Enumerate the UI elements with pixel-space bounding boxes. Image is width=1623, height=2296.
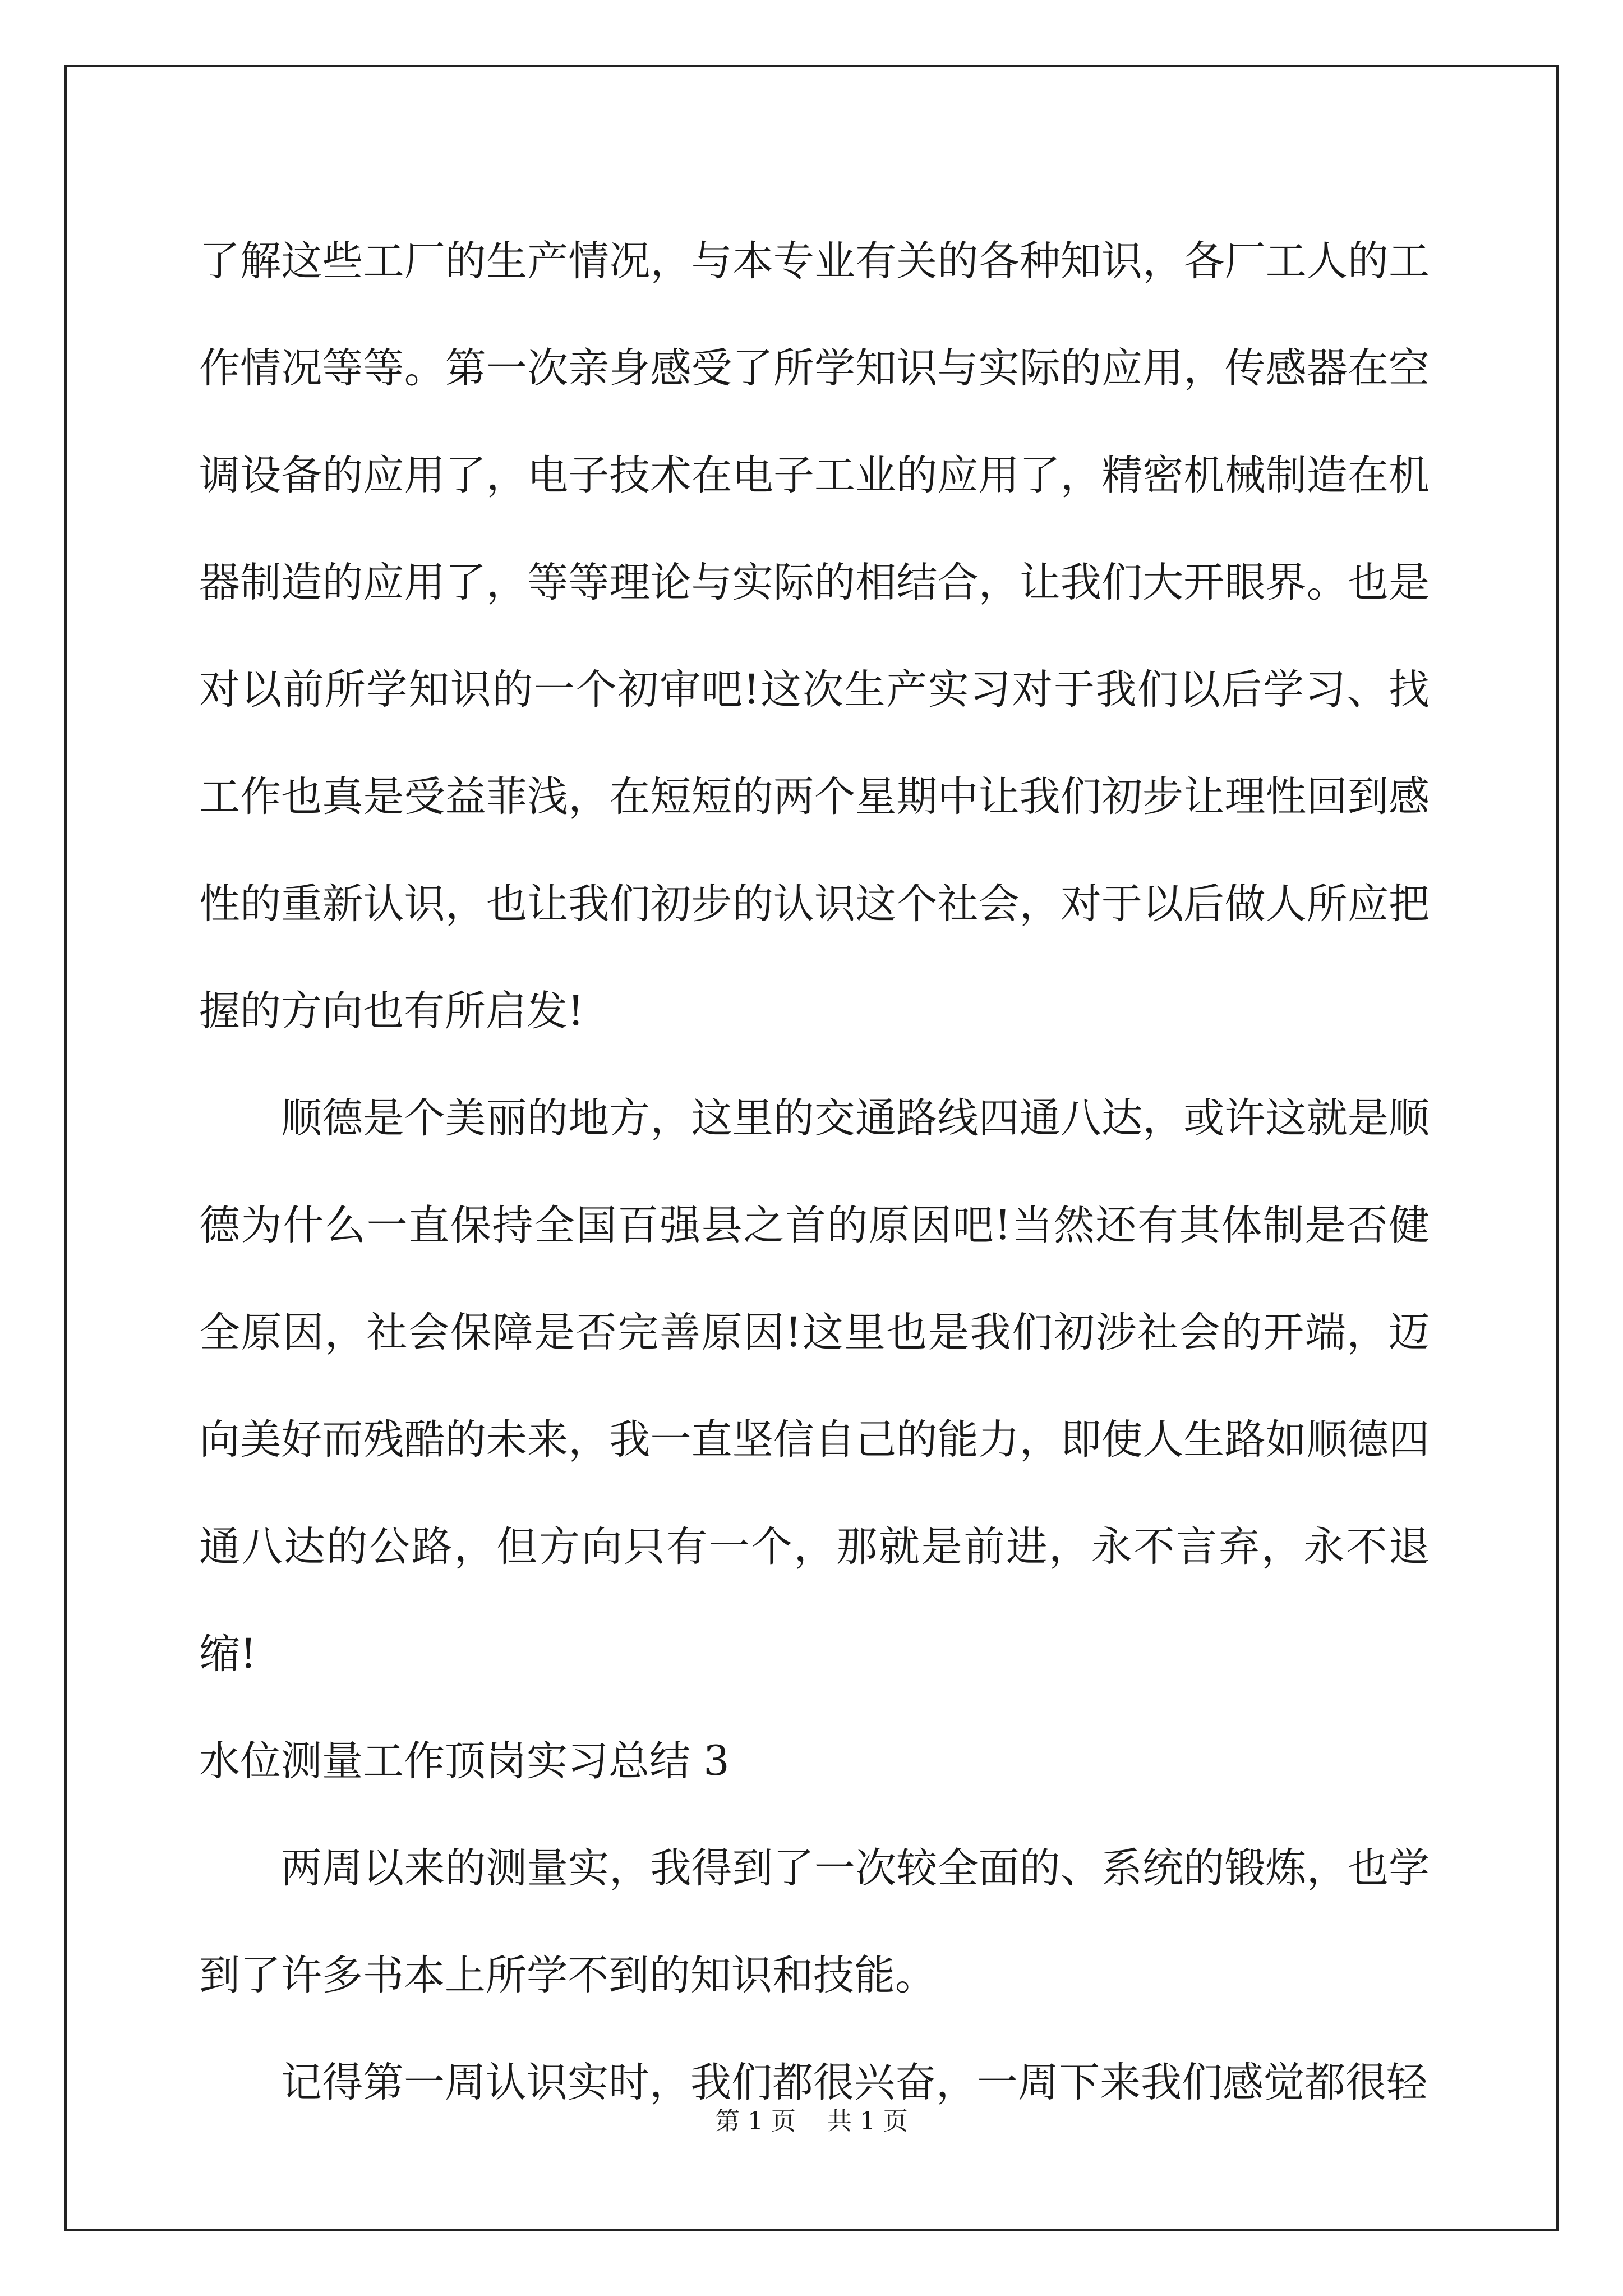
paragraph-1: 了解这些工厂的生产情况，与本专业有关的各种知识，各厂工人的工作情况等等。第一次亲身感受了所学知识与实际的应用，传感器在空调设备的应用了，电子技术在电子工业的应用了，精密机械制造在机器制造的应用了，等等理论与实际的相结合，让我们大开眼界。也是对以前所学知识的一个初审吧!这次生产实习对于我们以后学习、找工作也真是受益菲浅，在短短的两个星期中让我们初步让理性回到感性的重新认识，也让我们初步的认识这个社会，对于以后做人所应把握的方向也有所启发! (199, 237, 1430, 1035)
page-footer: 第 1 页 共 1 页 (715, 2107, 908, 2136)
section-title: 水位测量工作顶岗实习总结 3 (199, 1737, 730, 1785)
paragraph-2: 顺德是个美丽的地方，这里的交通路线四通八达，或许这就是顺德为什么一直保持全国百强县之首的原因吧!当然还有其体制是否健全原因，社会保障是否完善原因!这里也是我们初涉社会的开端，迈向美好而残酷的未来，我一直坚信自己的能力，即使人生路如顺德四通八达的公路，但方向只有一个，那就是前进，永不言弃，永不退缩! (199, 1094, 1430, 1678)
paragraph-3: 两周以来的测量实，我得到了一次较全面的、系统的锻炼，也学到了许多书本上所学不到的知识和技能。 (199, 1844, 1430, 1999)
document-body (199, 208, 1430, 2136)
paragraph-4: 记得第一周认识实时，我们都很兴奋，一周下来我们感觉都很轻 (281, 2059, 1427, 2106)
